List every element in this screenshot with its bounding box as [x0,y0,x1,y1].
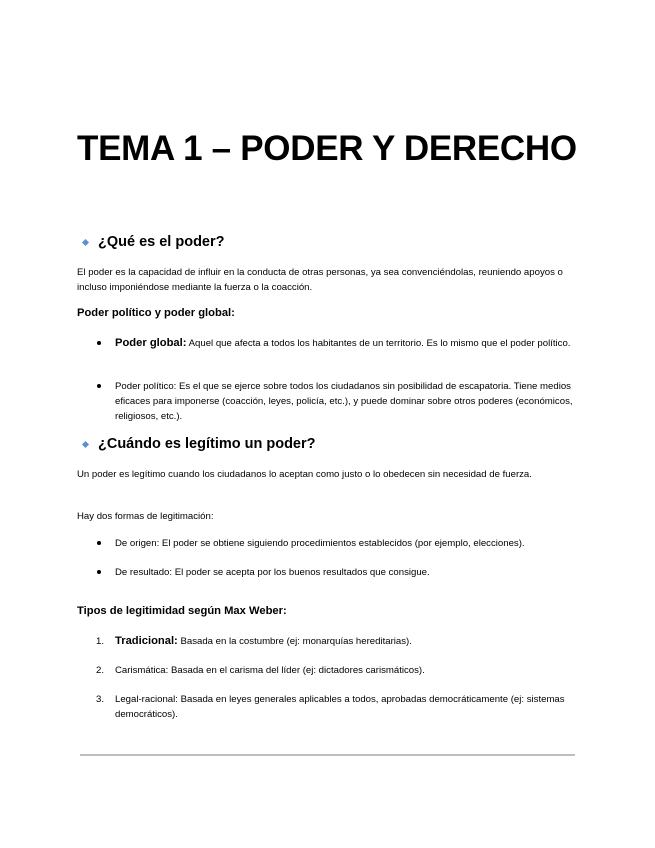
section-heading-que-es-el-poder: ¿Qué es el poder? [83,234,225,250]
list-item-text: De resultado: El poder se acepta por los buenos resultados que consigue. [115,567,430,578]
bullet-icon [97,541,101,545]
paragraph-definicion-poder: El poder es la capacidad de influir en la conducta de otras personas, ya sea convenciéndolas, reuniendo apoyos o incluso imponiéndose mediante la fuerza o la coacción. [77,267,563,293]
paragraph-formas-legitimacion: Hay dos formas de legitimación: [77,511,214,522]
list-item-text: Basada en la costumbre (ej: monarquías hereditarias). [177,636,412,647]
horizontal-divider [80,754,575,756]
list-number: 2. [96,665,105,676]
list-number: 1. [96,636,105,647]
bullet-icon [97,384,101,388]
subheading-tipos-weber: Tipos de legitimidad según Max Weber: [77,605,287,617]
diamond-bullet-icon [82,440,89,447]
list-item-lead: Tradicional: [115,635,178,647]
paragraph-legitimidad: Un poder es legítimo cuando los ciudadanos lo aceptan como justo o lo obedecen sin necesidad de fuerza. [77,469,532,480]
list-item-text: De origen: El poder se obtiene siguiendo procedimientos establecidos (por ejemplo, elecciones). [115,538,525,549]
bullet-icon [97,570,101,574]
section-heading-cuando-es-legitimo: ¿Cuándo es legítimo un poder? [83,436,316,452]
diamond-bullet-icon [82,238,89,245]
bullet-icon [97,341,101,345]
list-item-lead: Poder global: [115,337,187,349]
list-item-text: Aquel que afecta a todos los habitantes de un territorio. Es lo mismo que el poder político. [186,338,571,349]
list-item-text: Poder político: Es el que se ejerce sobre todos los ciudadanos sin posibilidad de escapatoria. Tiene medios eficaces para imponerse (coacción, leyes, policía, etc.), y puede dominar sobre otros poderes (económicos, religiosos, etc.). [115,381,573,422]
list-item-text: Legal-racional: Basada en leyes generales aplicables a todos, aprobadas democráticamente (ej: sistemas democráticos). [115,694,565,720]
list-item-text: Carismática: Basada en el carisma del líder (ej: dictadores carismáticos). [115,665,425,676]
subheading-poder-politico-global: Poder político y poder global: [77,307,235,319]
list-number: 3. [96,694,105,705]
page-title: TEMA 1 – PODER Y DERECHO [77,129,577,168]
